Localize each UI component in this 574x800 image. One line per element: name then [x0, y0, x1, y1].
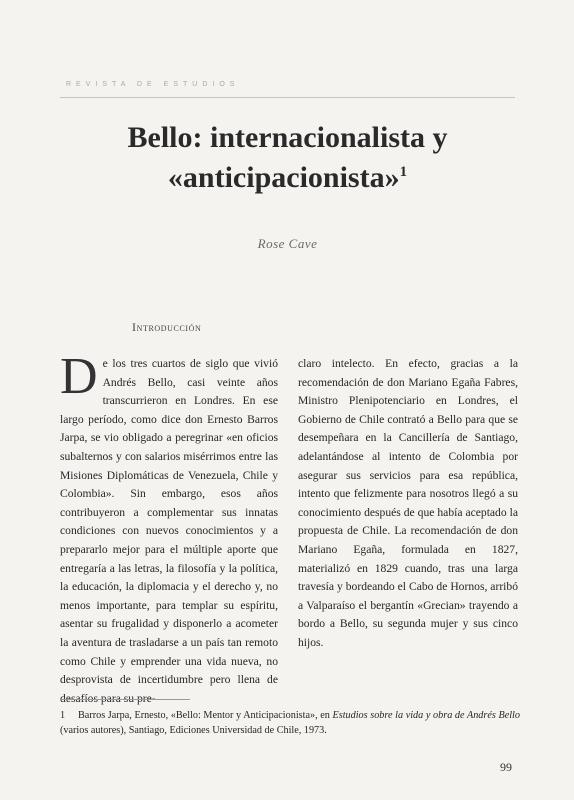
article-title [60, 118, 515, 198]
article-title-text: Bello: internacionalista y «anticipacionista» [127, 121, 448, 194]
title-footnote-marker: 1 [399, 164, 408, 180]
body-column-right [298, 355, 518, 653]
drop-cap: D [60, 348, 98, 405]
article-author: Rose Cave [257, 236, 318, 251]
footnote-number: 1 [60, 710, 66, 721]
body-text-left: e los tres cuartos de siglo que vivió Andrés Bello, casi veinte años transcurrieron en Londres. En ese largo período, como dice don Ernesto Barros Jarpa, se vio obligado a peregrinar «en oficios subalternos y con salarios misérrimos entre las Misiones Diplomáticas de Venezuela, Chile y Colombia». Sin embargo, esos años contribuyeron a complementar sus innatas condiciones con nuevos conocimientos y a prepararlo mejor para el múltiple aporte que entregaría a las letras, la filosofía y la política, la educación, la diplomacia y el derecho y, no menos importante, para templar su espíritu, asentar su frugalidad y disponerlo a acometer la aventura de trasladarse a un país tan remoto como Chile y emprender una vida nueva, no desprovista de incertidumbre pero llena de desafíos para su pre- [60, 357, 278, 705]
footnote-text-end: (varios autores), Santiago, Ediciones Universidad de Chile, 1973. [60, 725, 327, 736]
footnote-book-title: Estudios sobre la vida y obra de Andrés Bello [332, 710, 520, 721]
header-rule [60, 97, 515, 98]
section-heading: Introducción [132, 320, 202, 334]
footnote-rule [60, 699, 190, 700]
footnote [60, 708, 520, 738]
page-number: 99 [500, 760, 512, 774]
running-header: REVISTA DE ESTUDIOS [66, 81, 240, 88]
body-column-left [60, 348, 278, 708]
body-text-right: claro intelecto. En efecto, gracias a la recomendación de don Mariano Egaña Fabres, Ministro Plenipotenciario en Londres, el Gobierno de Chile contrató a Bello para que se desempeñara en la Cancillería de Santiago, adelantándose al intento de Colombia por asegurar sus servicios para esa república, intento que felizmente para nosotros llegó a su conocimiento después de que había aceptado la propuesta de Chile. La recomendación de don Mariano Egaña, formulada en 1827, materializó en 1829 cuando, tras una larga travesía y bordeando el Cabo de Hornos, arribó a Valparaíso el bergantín «Grecian» trayendo a bordo a Bello, su segunda mujer y sus cinco hijos. [298, 357, 518, 649]
footnote-text: Barros Jarpa, Ernesto, «Bello: Mentor y Anticipacionista», en [78, 710, 333, 721]
